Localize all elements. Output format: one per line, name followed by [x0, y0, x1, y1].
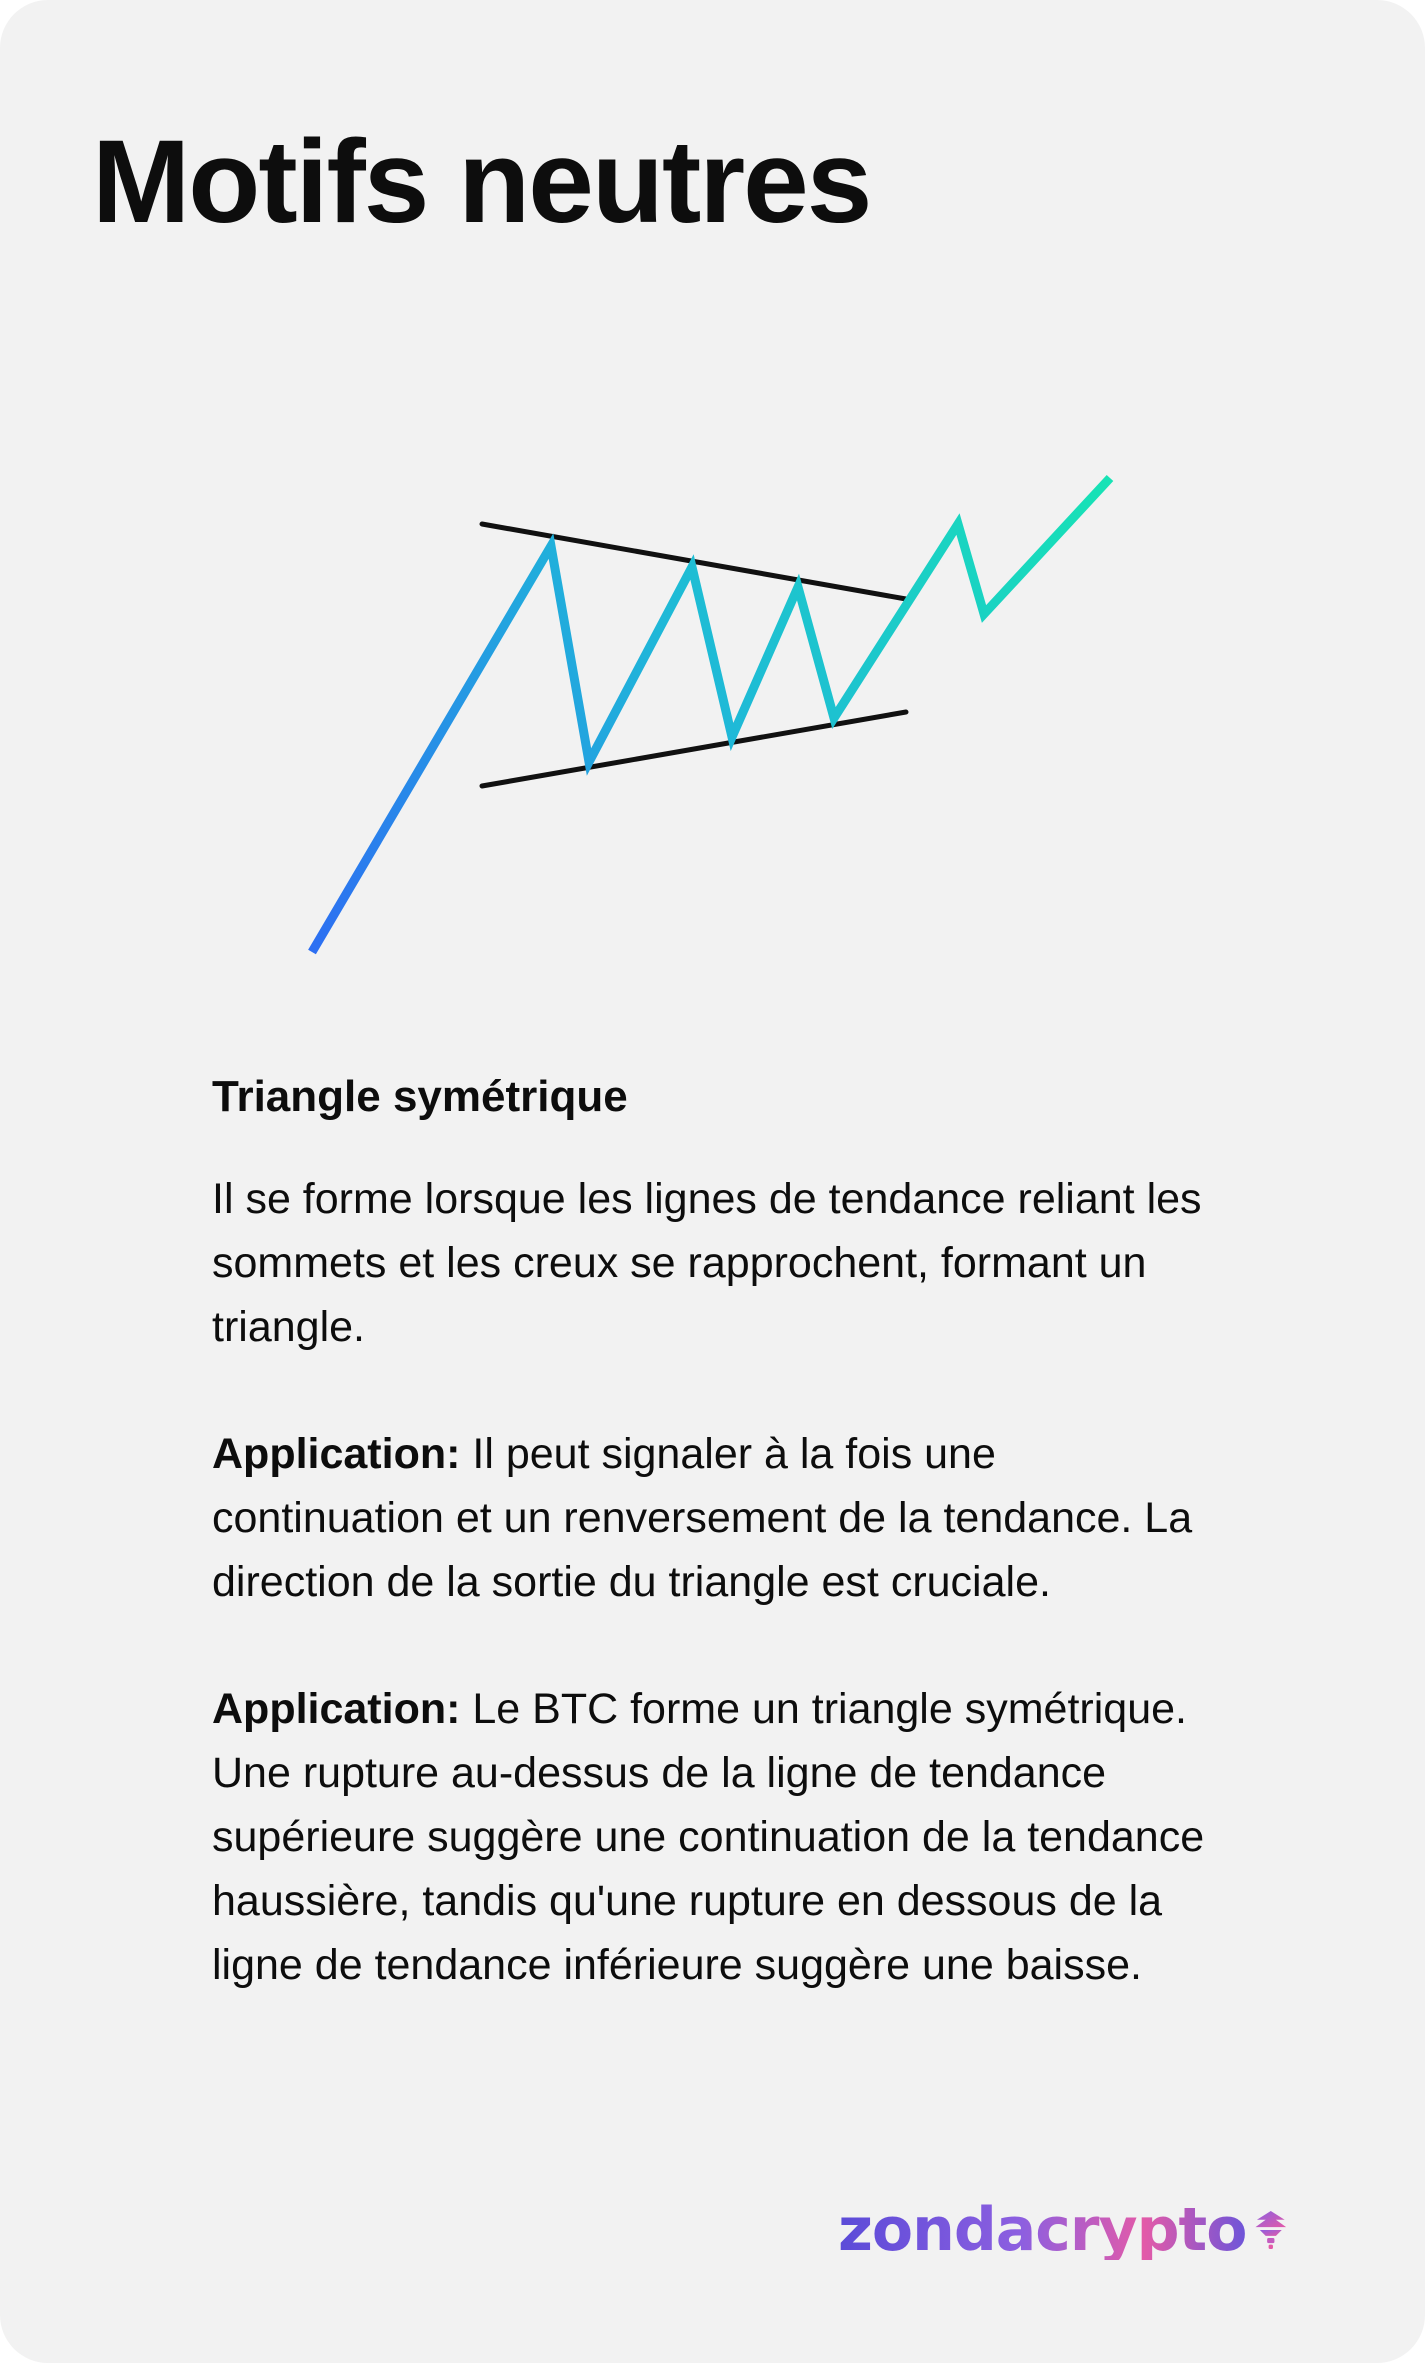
application-text-2: Le BTC forme un triangle symétrique. Une rupture au-dessus de la ligne de tendance supérieure suggère une continuation de la tendance haussière, tandis qu'une rupture en dessous de la ligne de tendance inférieure suggère une baisse. [212, 1685, 1205, 1990]
price-line [312, 478, 1110, 952]
application-text-1: Il peut signaler à la fois une continuation et un renversement de la tendance. La direction de la sortie du triangle est cruciale. [212, 1430, 1193, 1607]
zonda-logo-icon [1254, 2202, 1288, 2258]
page-title: Motifs neutres [92, 116, 871, 248]
application-paragraph-2 [212, 1677, 1232, 1997]
pattern-description [212, 1068, 1232, 2060]
pattern-name: Triangle symétrique [212, 1072, 628, 1121]
lower-trendline [482, 712, 906, 786]
application-label-2: Application: [212, 1685, 461, 1734]
symmetric-triangle-diagram [0, 420, 1425, 1020]
brand-logo [838, 2190, 1288, 2270]
brand-name: zondacrypto [838, 2195, 1247, 2265]
description-paragraph: Il se forme lorsque les lignes de tendance reliant les sommets et les creux se rapprochent, formant un triangle. [212, 1175, 1202, 1352]
application-paragraph-1 [212, 1422, 1232, 1614]
application-label-1: Application: [212, 1430, 461, 1479]
